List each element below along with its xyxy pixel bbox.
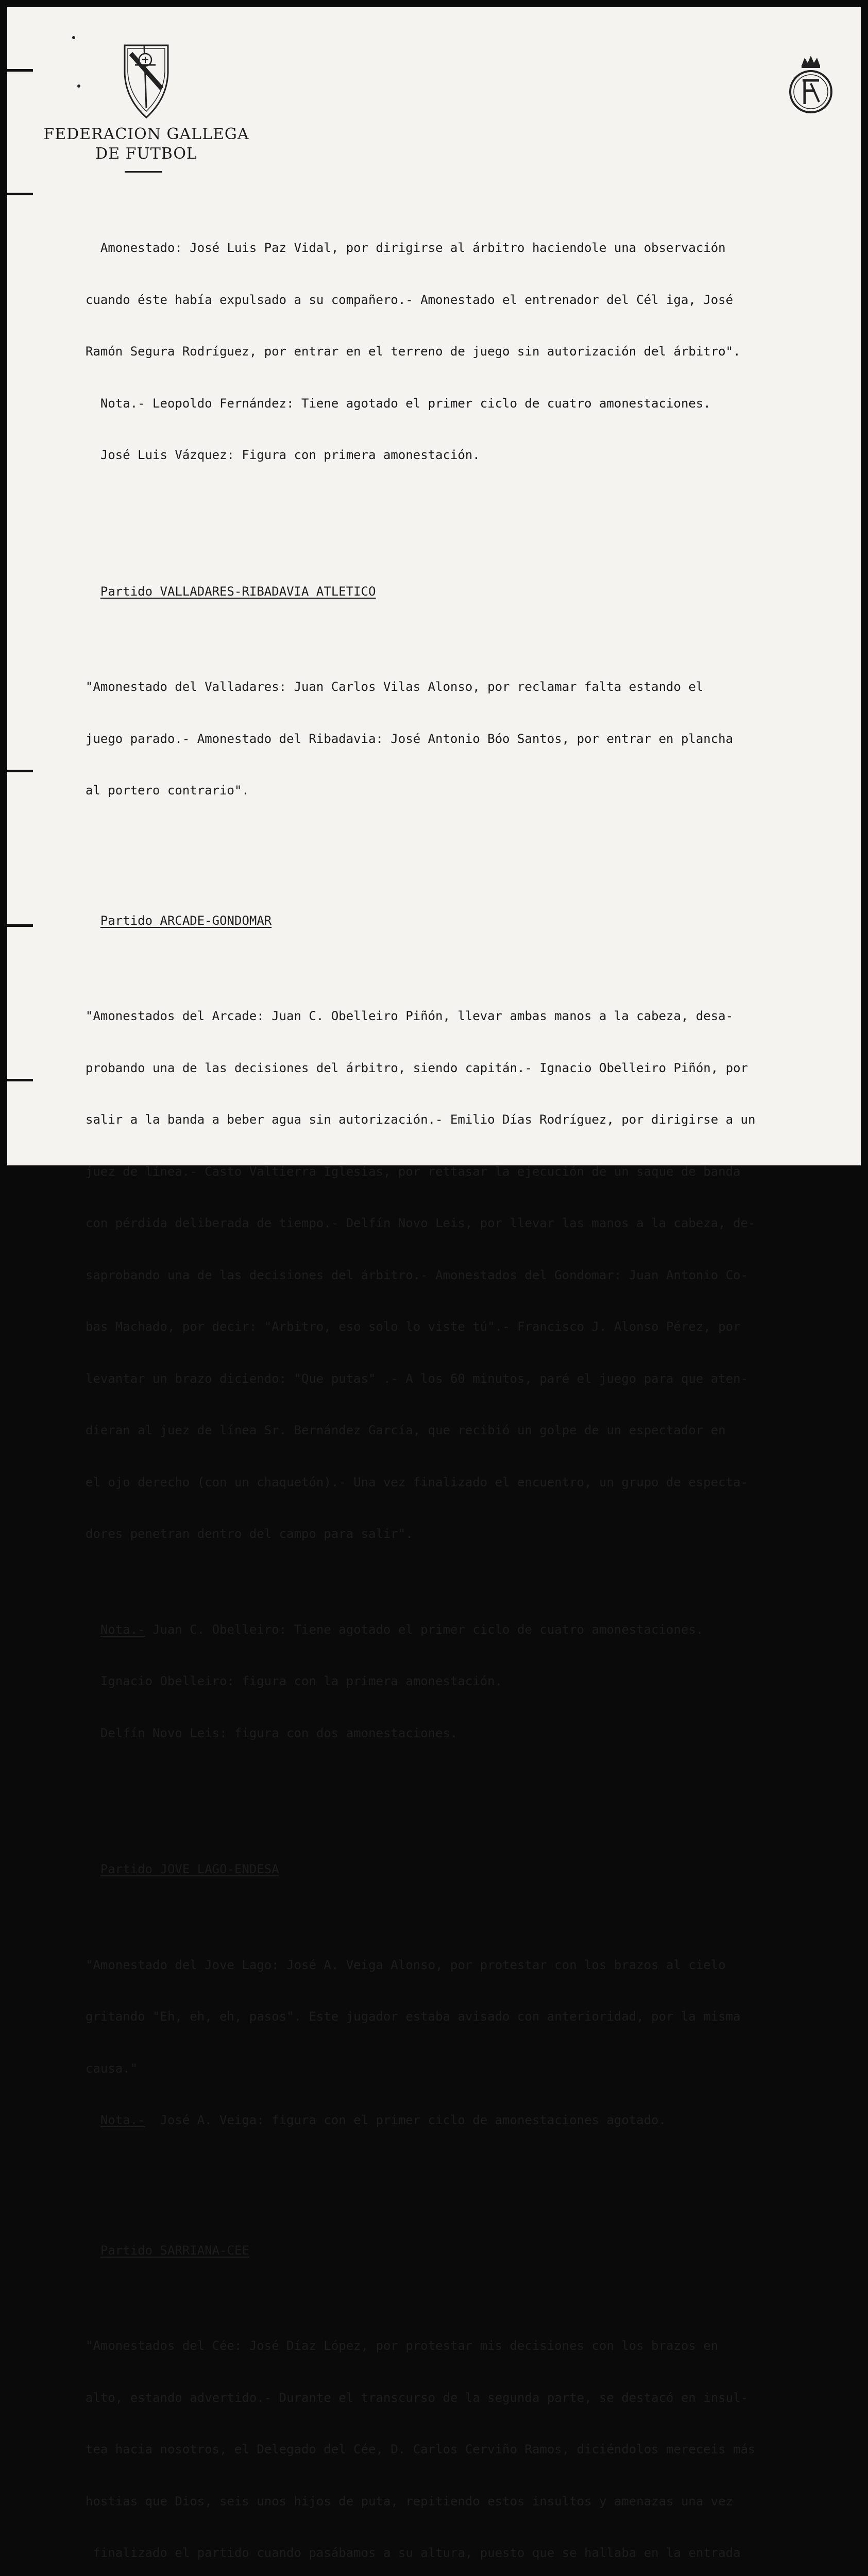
body-line: José Luis Vázquez: Figura con primera amonestación. [86, 448, 480, 462]
ink-dot [72, 36, 75, 39]
section-line: gritando "Eh, eh, eh, pasos". Este jugador estaba avisado con anterioridad, por la misma [86, 2009, 741, 2024]
section-line: tea hacia nosotros, el Delegado del Cée, D. Carlos Cerviño Ramos, diciéndolos mereceis más [86, 2442, 756, 2456]
document-page [7, 7, 861, 2560]
section-heading: Partido JOVE LAGO-ENDESA [100, 1862, 279, 1876]
section-line: dores penetran dentro del campo para salir". [86, 1527, 413, 1541]
body-line: Amonestado: José Luis Paz Vidal, por dirigirse al árbitro haciendole una observación [86, 241, 726, 255]
section-line: con pérdida deliberada de tiempo.- Delfín Novo Leis, por llevar las manos a la cabeza, de- [86, 1216, 756, 1230]
section-line: bas Machado, por decir: "Arbitro, eso solo lo viste tú".- Francisco J. Alonso Pérez, por [86, 1319, 741, 1334]
report-body [86, 205, 863, 2576]
binder-mark [7, 924, 33, 927]
section-line: salir a la banda a beber agua sin autorización.- Emilio Días Rodríguez, por dirigirse a un [86, 1112, 756, 1127]
section-line: causa." [86, 2061, 138, 2076]
section-line: probando una de las decisiones del árbitro, siendo capitán.- Ignacio Obelleiro Piñón, por [86, 1060, 748, 1075]
section-line: juez de línea.- Casto Valtierra Iglesias, por rettasar la ejecución de un saque de banda [86, 1164, 741, 1179]
binder-mark [7, 770, 33, 772]
binder-mark [7, 193, 33, 195]
binder-mark [7, 69, 33, 72]
section-line: levantar un brazo diciendo: "Que putas" .- A los 60 minutos, paré el juego para que aten- [86, 1371, 748, 1386]
section-line: el ojo derecho (con un chaquetón).- Una vez finalizado el encuentro, un grupo de especta- [86, 1475, 748, 1489]
federation-shield-logo [121, 42, 172, 120]
note-line: Ignacio Obelleiro: figura con la primera amonestación. [100, 1674, 503, 1688]
section-line: "Amonestado del Jove Lago: José A. Veiga Alonso, por protestar con los brazos al cielo [86, 1957, 726, 1972]
note-line: Nota.- José A. Veiga: figura con el primer ciclo de amonestaciones agotado. [100, 2113, 667, 2127]
section-line: hostias que Dios, seis unos hijos de puta, repitiendo estos insultos y amenazas una vez [86, 2494, 734, 2509]
section-heading: Partido VALLADARES-RIBADAVIA ATLETICO [100, 584, 376, 599]
section-line: al portero contrario". [86, 783, 249, 798]
note-line: Delfín Novo Leis: figura con dos amonestaciones. [100, 1725, 458, 1740]
section-line: "Amonestados del Arcade: Juan C. Obelleiro Piñón, llevar ambas manos a la cabeza, desa- [86, 1009, 734, 1023]
organization-name-line2: DE FUTBOL [95, 145, 197, 163]
section-line: "Amonestados del Cée: José Díaz López, por protestar mis decisiones con los brazos en [86, 2338, 719, 2353]
organization-name [43, 125, 249, 164]
ink-dot [77, 84, 80, 88]
body-line: Ramón Segura Rodríguez, por entrar en el terreno de juego sin autorización del árbitro". [86, 344, 741, 359]
section-line: finalizado el partido cuando pasábamos a su altura, puesto que se hallaba en la entrada [86, 2546, 741, 2560]
section-line: alto, estando advertido.- Durante el transcurso de la segunda parte, se destacó en insul- [86, 2390, 748, 2405]
body-line: cuando éste había expulsado a su compañero.- Amonestado el entrenador del Cél iga, José [86, 292, 734, 307]
note-line: Nota.- Juan C. Obelleiro: Tiene agotado el primer ciclo de cuatro amonestaciones. [100, 1622, 704, 1637]
section-line: "Amonestado del Valladares: Juan Carlos Vilas Alonso, por reclamar falta estando el [86, 680, 704, 694]
section-heading: Partido ARCADE-GONDOMAR [100, 913, 272, 928]
section-line: saprobando una de las decisiones del árbitro.- Amonestados del Gondomar: Juan Antonio Co- [86, 1267, 748, 1282]
organization-name-line1: FEDERACION GALLEGA [43, 125, 249, 143]
body-line: Nota.- Leopoldo Fernández: Tiene agotado el primer ciclo de cuatro amonestaciones. [86, 396, 711, 411]
section-line: juego parado.- Amonestado del Ribadavia: José Antonio Bóo Santos, por entrar en plancha [86, 731, 734, 746]
binder-mark [7, 1079, 33, 1081]
section-heading: Partido SARRIANA-CEE [100, 2243, 249, 2258]
crowned-emblem-logo [785, 55, 837, 116]
header-divider [125, 171, 162, 173]
section-line: dieran al juez de línea Sr. Bernández García, que recibió un golpe de un espectador en [86, 1423, 726, 1437]
